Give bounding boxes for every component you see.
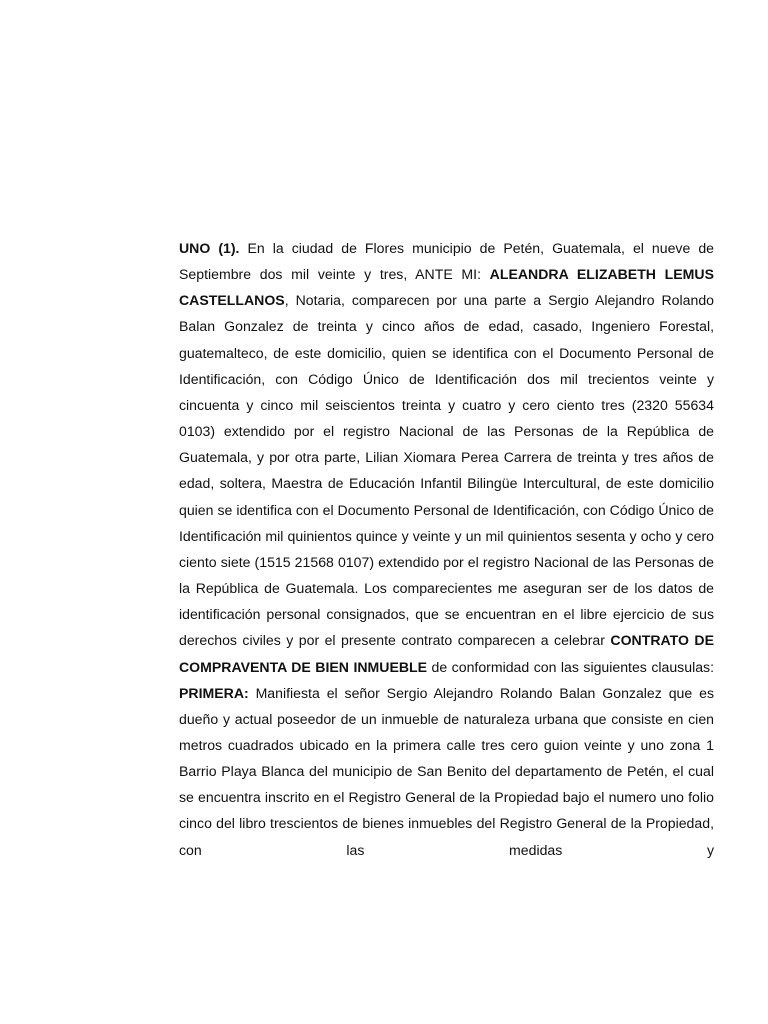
body-text: , Notaria, comparecen por una parte a Sergio Alejandro Rolando Balan Gonzalez de treinta y cinco años de edad, casado, Ingeniero Forestal, guatemalteco, de este domicilio, quien se identifica con el Documento Personal de Identificación, con Código Único de Identificación dos mil trecientos veinte y cincuenta y cinco mil seiscientos treinta y cuatro y cero ciento tres (2320 55634 0103) extendido por el registro Nacional de las Personas de la República de Guatemala, y por otra parte, Lilian Xiomara Perea Carrera de treinta y tres años de edad, soltera, Maestra de Educación Infantil Bilingüe Intercultural, de este domicilio quien se identifica con el Documento Personal de Identificación, con Código Único de Identificación mil quinientos quince y veinte y un mil quinientos sesenta y ocho y cero ciento siete (1515 21568 0107) extendido por el registro Nacional de las Personas de la República de Guatemala. Los comparecientes me aseguran ser de los datos de identificación personal consignados, que se encuentran en el libre ejercicio de sus derechos civiles y por el presente contrato comparecen a celebrar bbox=[179, 292, 714, 649]
bold-text: UNO (1). bbox=[179, 240, 240, 256]
body-text: En la ciudad de Flores municipio de Petén, Guatemala, el nueve de Septiembre dos mil veinte y tres, ANTE MI: bbox=[179, 240, 714, 283]
bold-text: CONTRATO DE COMPRAVENTA DE BIEN INMUEBLE bbox=[179, 632, 714, 675]
body-text: de conformidad con las siguientes clausulas: bbox=[427, 658, 714, 675]
body-text: Manifiesta el señor Sergio Alejandro Rolando Balan Gonzalez que es dueño y actual poseedor de un inmueble de naturaleza urbana que consiste en cien metros cuadrados ubicado en la primera calle tres cero guion veinte y uno zona 1 Barrio Playa Blanca del municipio de San Benito del departamento de Petén, el cual se encuentra inscrito en el Registro General de la Propiedad bajo el numero uno folio cinco del libro trescientos de bienes inmuebles del Registro General de la Propiedad, con las medidas y bbox=[179, 684, 714, 858]
bold-text: PRIMERA: bbox=[179, 684, 249, 701]
bold-text: ALEANDRA ELIZABETH LEMUS CASTELLANOS bbox=[179, 266, 714, 309]
contract-paragraph bbox=[179, 235, 714, 863]
